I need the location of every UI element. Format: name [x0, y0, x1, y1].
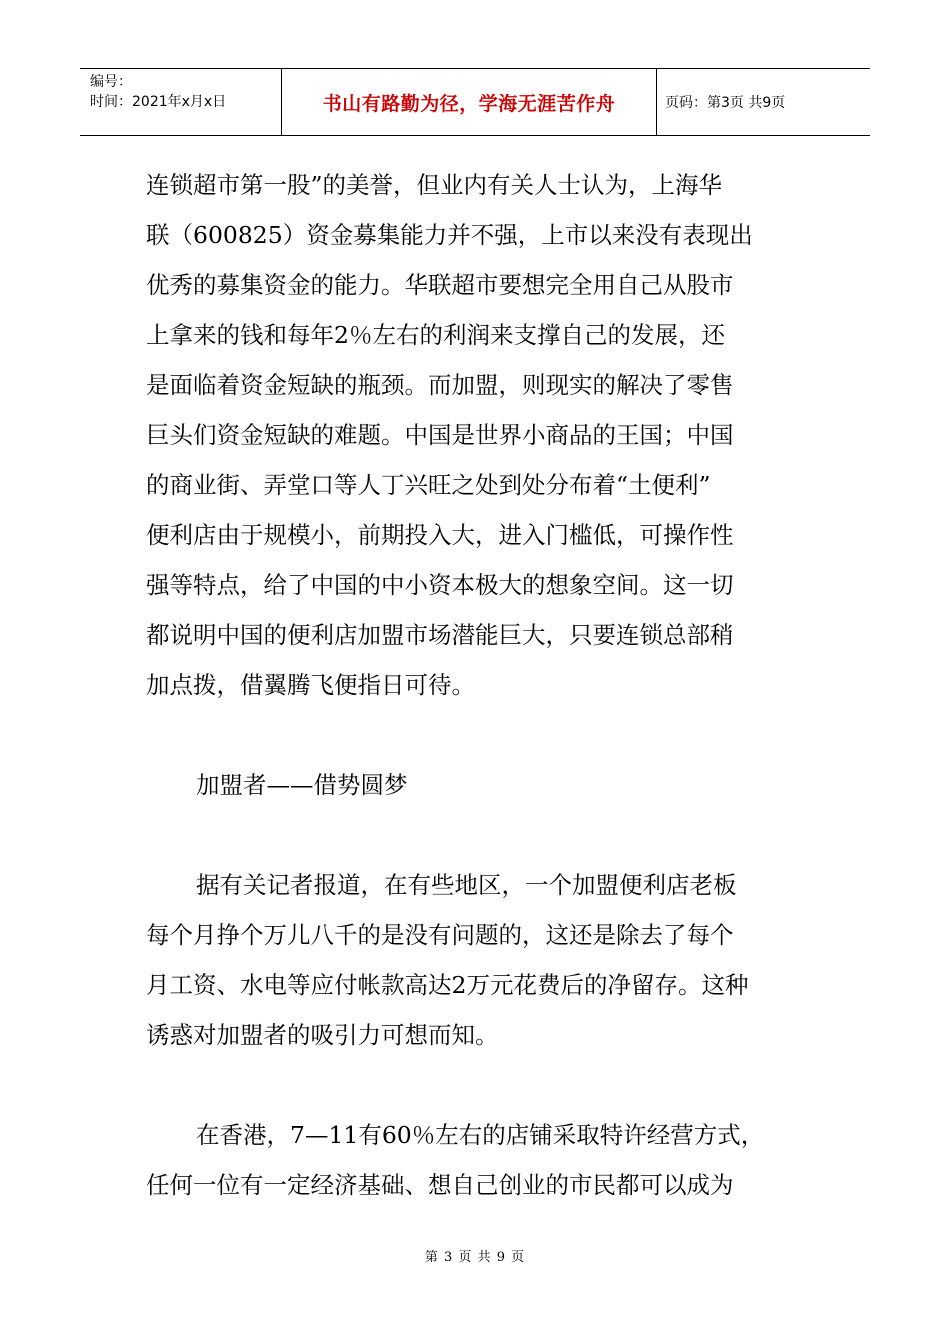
footer-page-number: 第 3 页 共 9 页 [424, 1250, 526, 1265]
page-header [80, 68, 870, 136]
header-meta-cell [80, 69, 282, 135]
text-line: 诱惑对加盟者的吸引力可想而知。 [146, 1021, 499, 1049]
text-line: 上拿来的钱和每年2％左右的利润来支撑自己的发展，还 [146, 321, 725, 349]
document-time-label: 时间：2021年x月x日 [90, 94, 227, 110]
document-number-label: 编号： [90, 74, 132, 90]
header-motto-cell [282, 69, 657, 135]
text-line: 强等特点，给了中国的中小资本极大的想象空间。这一切 [146, 571, 734, 599]
text-line: 联（600825）资金募集能力并不强，上市以来没有表现出 [146, 221, 753, 249]
text-line: 连锁超市第一股”的美誉，但业内有关人士认为，上海华 [146, 171, 723, 199]
header-motto: 书山有路勤为径，学海无涯苦作舟 [322, 92, 616, 115]
paragraph-gap [146, 810, 826, 860]
text-line: 月工资、水电等应付帐款高达2万元花费后的净留存。这种 [146, 971, 749, 999]
text-line: 优秀的募集资金的能力。华联超市要想完全用自己从股市 [146, 271, 734, 299]
text-line: 在香港，7—11有60％左右的店铺采取特许经营方式， [196, 1121, 765, 1149]
text-line: 加点拨，借翼腾飞便指日可待。 [146, 671, 475, 699]
text-line: 都说明中国的便利店加盟市场潜能巨大，只要连锁总部稍 [146, 621, 734, 649]
header-page-cell [657, 69, 870, 135]
text-line: 巨头们资金短缺的难题。中国是世界小商品的王国；中国 [146, 421, 734, 449]
paragraph-3 [146, 1110, 826, 1210]
text-line: 便利店由于规模小，前期投入大，进入门槛低，可操作性 [146, 521, 734, 549]
text-line: 是面临着资金短缺的瓶颈。而加盟，则现实的解决了零售 [146, 371, 734, 399]
document-body [146, 160, 826, 1210]
paragraph-gap [146, 1060, 826, 1110]
text-line: 每个月挣个万儿八千的是没有问题的，这还是除去了每个 [146, 921, 734, 949]
section-heading: 加盟者——借势圆梦 [196, 771, 408, 799]
paragraph-1 [146, 160, 826, 710]
page-footer [0, 1246, 950, 1265]
paragraph-gap [146, 710, 826, 760]
header-page-info: 页码：第3页 共9页 [665, 95, 786, 111]
paragraph-2 [146, 860, 826, 1060]
text-line: 的商业街、弄堂口等人丁兴旺之处到处分布着“土便利” [146, 471, 711, 499]
text-line: 据有关记者报道，在有些地区，一个加盟便利店老板 [196, 871, 737, 899]
text-line: 任何一位有一定经济基础、想自己创业的市民都可以成为 [146, 1171, 734, 1199]
section-heading-block [146, 760, 826, 810]
